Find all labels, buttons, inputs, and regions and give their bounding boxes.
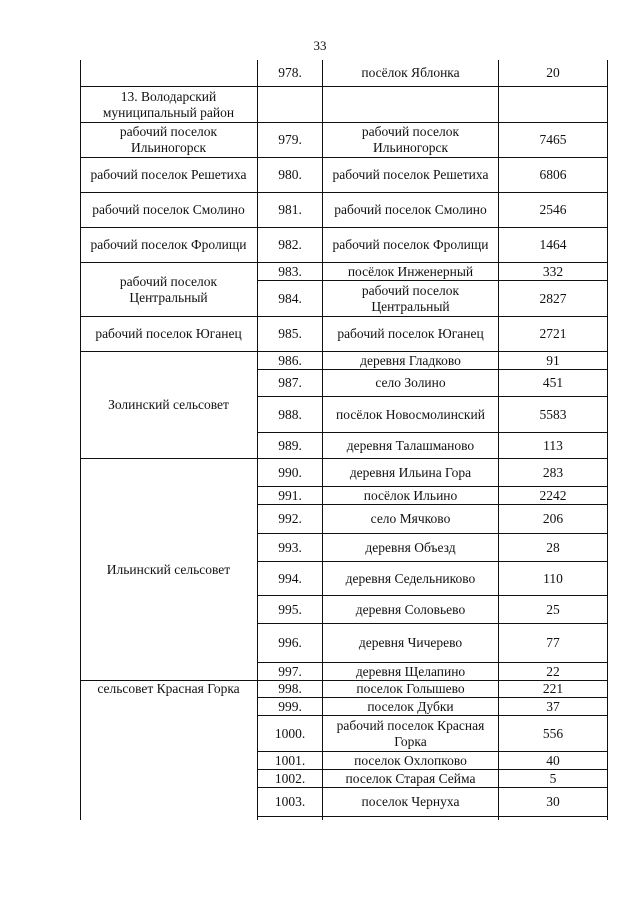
row-line	[257, 816, 608, 817]
row-number: 999.	[278, 698, 302, 714]
population: 5583	[539, 406, 567, 422]
population: 113	[543, 437, 563, 453]
row-number: 989.	[278, 437, 302, 453]
row-number: 1001.	[274, 752, 306, 768]
population: 2546	[539, 202, 567, 217]
settlement-name: посёлок Ильино	[363, 487, 458, 503]
row-number: 995.	[278, 601, 302, 617]
settlement-name: рабочий поселок Юганец	[337, 326, 484, 341]
settlement-name: посёлок Яблонка	[361, 65, 460, 80]
settlement-name: поселок Дубки	[367, 698, 454, 714]
row-number: 984.	[278, 290, 302, 306]
population: 25	[546, 601, 560, 617]
row-number: 987.	[278, 375, 302, 390]
row-number: 997.	[278, 663, 302, 679]
row-number: 994.	[278, 570, 302, 586]
population: 206	[542, 511, 564, 526]
row-number: 991.	[278, 487, 302, 503]
settlement-name: поселок Чернуха	[361, 794, 460, 809]
settlement-name: посёлок Новосмолинский	[336, 406, 485, 422]
settlement-name: рабочий поселок Решетиха	[332, 167, 489, 182]
page-number: 33	[313, 38, 327, 53]
settlement-name: деревня Объезд	[365, 539, 456, 555]
group-cell: рабочий поселок Фролищи	[90, 237, 247, 252]
settlement-name: поселок Старая Сейма	[345, 770, 476, 786]
row-number: 985.	[278, 326, 302, 341]
population: 28	[546, 539, 560, 555]
row-number: 1002.	[274, 770, 306, 786]
row-number: 979.	[278, 132, 302, 147]
settlement-name: рабочий поселок Смолино	[334, 202, 487, 217]
row-number: 1003.	[274, 794, 306, 809]
settlement-name: посёлок Инженерный	[347, 263, 474, 279]
row-number: 998.	[278, 681, 302, 696]
district-header: 13. Володарский муниципальный район	[102, 88, 235, 120]
population: 110	[543, 570, 563, 586]
population: 77	[546, 635, 560, 650]
population: 40	[546, 752, 560, 768]
group-cell: рабочий поселок Юганец	[95, 326, 242, 341]
row-number: 982.	[278, 237, 302, 252]
settlement-name: рабочий поселок Центральный	[361, 282, 460, 314]
group-cell: Ильинский сельсовет	[106, 561, 231, 577]
population: 221	[542, 681, 564, 696]
population: 37	[546, 698, 560, 714]
population: 2721	[539, 326, 567, 341]
settlement-name: деревня Соловьево	[355, 601, 466, 617]
row-number: 993.	[278, 539, 302, 555]
group-cell: рабочий поселок Решетиха	[90, 167, 247, 182]
row-number: 988.	[278, 406, 302, 422]
settlement-name: деревня Ильина Гора	[349, 464, 472, 480]
row-number: 986.	[278, 352, 302, 368]
settlement-name: деревня Щелапино	[355, 663, 466, 679]
row-number: 992.	[278, 511, 302, 526]
population: 2827	[539, 290, 567, 306]
settlements-table	[80, 60, 608, 820]
population: 556	[542, 725, 564, 741]
group-cell: рабочий поселок Смолино	[92, 202, 245, 217]
row-line	[257, 86, 608, 87]
settlement-name: деревня Чичерево	[358, 635, 463, 650]
row-number: 990.	[278, 464, 302, 480]
population: 283	[542, 464, 564, 480]
group-cell: сельсовет Красная Горка	[97, 681, 240, 696]
settlement-name: село Золино	[375, 375, 446, 390]
settlement-name: поселок Охлопково	[354, 752, 467, 768]
population: 30	[546, 794, 560, 809]
settlement-name: село Мячково	[370, 511, 451, 526]
table-border-right	[607, 60, 608, 820]
settlement-name: рабочий поселок Красная Горка	[336, 717, 485, 749]
settlement-name: рабочий поселок Ильиногорск	[361, 124, 460, 155]
row-number: 996.	[278, 635, 302, 650]
population: 6806	[539, 167, 567, 182]
population: 451	[542, 375, 564, 390]
group-cell: рабочий поселок Центральный	[119, 273, 218, 305]
population: 20	[546, 65, 560, 80]
settlement-name: рабочий поселок Фролищи	[332, 237, 489, 252]
population: 332	[542, 263, 564, 279]
population: 5	[549, 770, 557, 786]
row-number: 978.	[278, 65, 302, 80]
settlement-name: деревня Талашманово	[346, 437, 475, 453]
population: 2242	[539, 487, 567, 503]
group-cell: Золинский сельсовет	[108, 397, 229, 412]
row-number: 1000.	[274, 725, 306, 741]
population: 7465	[539, 132, 567, 147]
population: 91	[546, 352, 560, 368]
settlement-name: поселок Голышево	[356, 681, 465, 696]
settlement-name: деревня Гладково	[360, 352, 461, 368]
row-number: 983.	[278, 263, 302, 279]
population: 22	[546, 663, 560, 679]
row-number: 981.	[278, 202, 302, 217]
population: 1464	[539, 237, 567, 252]
settlement-name: деревня Седельниково	[345, 570, 476, 586]
row-number: 980.	[278, 167, 302, 182]
group-cell: рабочий поселок Ильиногорск	[119, 124, 218, 155]
